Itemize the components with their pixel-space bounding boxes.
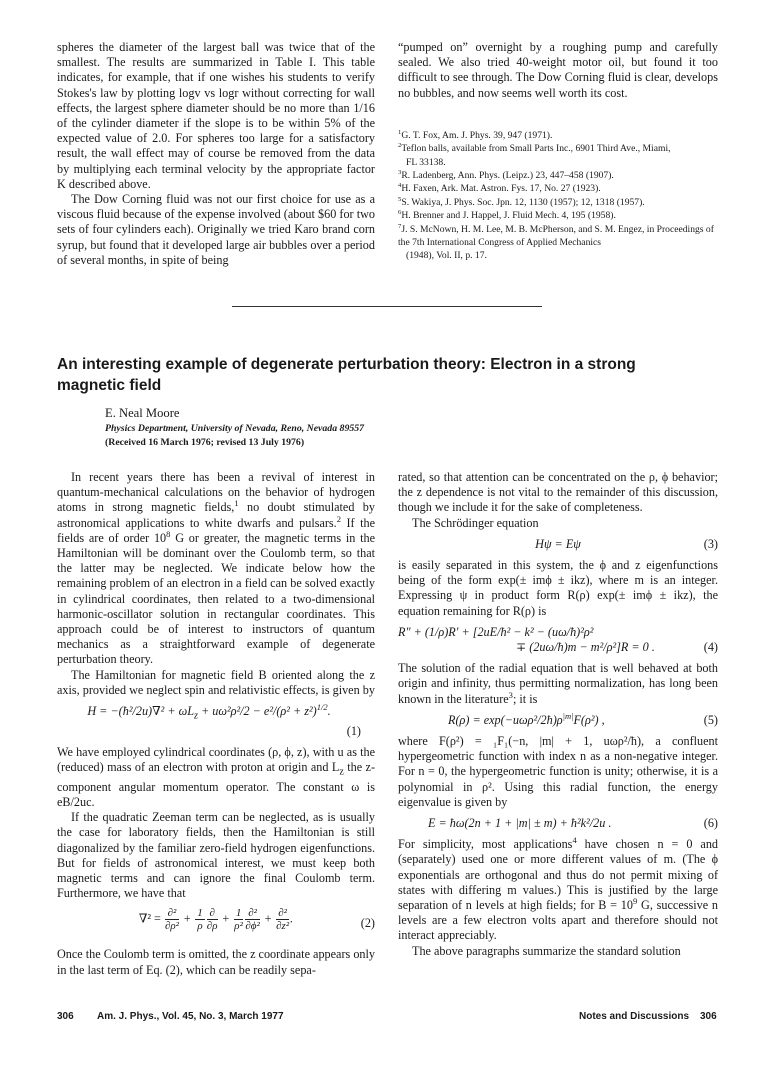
page-number-right: 306 (700, 1011, 717, 1022)
footnote: $^1$G. T. Fox, Am. J. Phys. 39, 947 (1971). (398, 128, 553, 141)
equation-number: (2) (360, 916, 375, 931)
equation-5: $R(\rho) = \exp(-u\omega\rho^2/2ħ)\rho^{|m|}F(\rho^2)$ , (5) (448, 710, 718, 727)
section-divider (232, 306, 542, 307)
equation-1: H = −(ħ²/2u)∇² + $\omega L_z + u\omega^2\rho^2/2 - e^2/(\rho^2 + z^2)^{1/2}$. (1) (57, 704, 375, 739)
equation-number: (1) (346, 723, 361, 738)
article-column-left (57, 470, 375, 978)
footnote: $^3$R. Ladenberg, Ann. Phys. (Leipz.) 23, 447–458 (1907). (398, 168, 614, 182)
paragraph: Once the Coulomb term is omitted, the z coordinate appears only in the last term of Eq. (2), which can be readily sepa- (57, 947, 375, 977)
paragraph: The Hamiltonian for magnetic field B oriented along the z axis, provided we neglect spin and relativistic effects, is given by (57, 667, 375, 697)
equation-number: (6) (703, 816, 718, 831)
footnote: $^7$J. S. McNown, H. M. Lee, M. B. McPherson, and S. M. Engez, in Proceedings of the 7th International Congress of Applied Mechanics (398, 222, 714, 249)
article-title: An interesting example of degenerate perturbation theory: Electron in a strong magnetic field (57, 356, 636, 394)
received-date: (Received 16 March 1976; revised 13 July 1976) (105, 437, 305, 448)
equation-number: (4) (703, 640, 718, 655)
footnote: $^6$H. Brenner and J. Happel, J. Fluid Mech. 4, 195 (1958). (398, 209, 616, 222)
continued-column-left (57, 40, 375, 268)
page-number-left: 306 (57, 1011, 74, 1022)
section-name: Notes and Discussions (579, 1011, 690, 1022)
equation-6: E = ħω(2n + 1 + |m| ± m) + ħ²k²/2u . (6) (428, 816, 718, 831)
paragraph: The Schrödinger equation (412, 515, 539, 530)
paragraph: The Dow Corning fluid was not our first choice for use as a viscous fluid because of the expense involved (about $60 for two sets of four cylinders each). Originally we tried Karo brand corn syrup, but found that it developed large air bubbles over a period of several months, in spite of being (57, 192, 375, 267)
author: E. Neal Moore (105, 406, 180, 420)
paragraph: If the quadratic Zeeman term can be neglected, as is usually the case for laboratory fields, then the Hamiltonian is still diagonalized by the familiar zero-field hydrogen eigenfunctions. But for fields of astronomical interest, we must keep both magnetic terms and can ignore the final Coulomb term. Furthermore, we have that (57, 810, 375, 901)
equation-number: (5) (703, 712, 718, 727)
footnote: $^5$S. Wakiya, J. Phys. Soc. Jpn. 12, 1130 (1957); 12, 1318 (1957). (398, 195, 645, 208)
continued-column-right (398, 40, 718, 263)
footnote-continuation: FL 33138. (406, 156, 446, 168)
equation-number: (3) (703, 536, 718, 551)
footnotes (398, 129, 718, 263)
paragraph: For simplicity, most applications$^4$ have chosen n = 0 and (separately) used one or more different values of m. (The ϕ exponentials are orthogonal and thus do not permit mixing of states with differing m values.) This is justified by the large separation of n levels at high fields; for $B = 10^9$ G, successive n levels are a few electron volts apart and therefore should not interact appreciably. (398, 835, 719, 943)
journal-citation: Am. J. Phys., Vol. 45, No. 3, March 1977 (97, 1011, 284, 1022)
equation-3: Hψ = Eψ (3) (535, 536, 718, 551)
equation-4: R″ + (1/ρ)R′ + [2uE/ħ² − k² − (uω/ħ)²ρ² ∓ (2uω/ħ)m − m²/ρ²]R = 0 . (4) (398, 624, 718, 655)
equation-2: ∇² = $\frac{\text{∂²}}{\text{∂ρ²}}$ + $\frac{1}{\rho}$ $\frac{\partial}{\partial\rho}$ + $\frac{1}{\text{ρ²}}$ $\frac{\text{∂²}}{\text{∂ϕ²}}$ + $\frac{\text{∂²}}{\text{∂z²}}$ . (2) (138, 907, 375, 933)
paragraph: The above paragraphs summarize the standard solution (412, 943, 681, 958)
paragraph: “pumped on” overnight by a roughing pump and carefully sealed. We also tried 40-weight motor oil, but found it too difficult to see through. The Dow Corning fluid is clear, develops no bubbles, and now seems well worth its cost. (398, 40, 718, 100)
paragraph: spheres the diameter of the largest ball was twice that of the smallest. The results are summarized in Table I. This table indicates, for example, that if one wishes his students to verify Stokes's law by plotting logv vs logr without correcting for wall effects, the largest sphere diameter should be no more than 1/16 of the cylinder diameter if the slope is to be within 5% of the expected value of 2.0. For spheres too large for a satisfactory result, the wall effect may of course be removed from the data by multiplying each terminal velocity by the appropriate factor K described above. (57, 40, 375, 191)
footnote-continuation: (1948), Vol. II, p. 17. (406, 250, 487, 262)
footnote: $^4$H. Faxen, Ark. Mat. Astron. Fys. 17, No. 27 (1923). (398, 182, 601, 195)
paragraph: where F(ρ²) = ₁F₁(−n, |m| + 1, uωρ²/ħ), a confluent hypergeometric function with index n as a non-negative integer. For n = 0, the hypergeometric function is unity; otherwise, it is a polynomial in ρ². Using this radial function, the energy eigenvalue is given by (398, 734, 718, 809)
paragraph: In recent years there has been a revival of interest in quantum-mechanical calculations on the behavior of hydrogen atoms in strong magnetic fields,$^1$ no doubt stimulated by astronomical applications to white dwarfs and pulsars.$^2$ If the fields are of order $10^8$ G or greater, the magnetic terms in the Hamiltonian will be dominant over the Coulomb term, so that the latter may be neglected. We indicate below how the remaining problem of an electron in a field can be solved exactly in cylindrical coordinates, then related to a two-dimensional harmonic-oscillator solution in rectangular coordinates. This approach could be of interest to instructors of quantum mechanics as a straightforward example of degenerate perturbation theory. (57, 470, 376, 667)
footnote: $^2$Teflon balls, available from Small Parts Inc., 6901 Third Ave., Miami, (398, 142, 671, 155)
paragraph: The solution of the radial equation that is well behaved at both origin and infinity, thus permitting normalization, has long been known in the literature$^3$; it is (398, 661, 718, 706)
article-column-right (398, 470, 718, 959)
paragraph: rated, so that attention can be concentrated on the ρ, ϕ behavior; the z dependence is not vital to the remainder of this discussion, though we include it for the sake of completeness. (398, 470, 718, 515)
affiliation: Physics Department, University of Nevada, Reno, Nevada 89557 (105, 423, 365, 434)
paragraph: We have employed cylindrical coordinates (ρ, ϕ, z), with u as the (reduced) mass of an electron with proton at origin and $L_z$ the z-component angular momentum operator. The constant ω is eB/2uc. (57, 744, 376, 809)
paragraph: is easily separated in this system, the ϕ and z eigenfunctions being of the form exp(± imϕ ± ikz), where m is an integer. Expressing ψ in product form R(ρ) exp(± imϕ ± ikz), the equation remaining for R(ρ) is (398, 558, 718, 618)
